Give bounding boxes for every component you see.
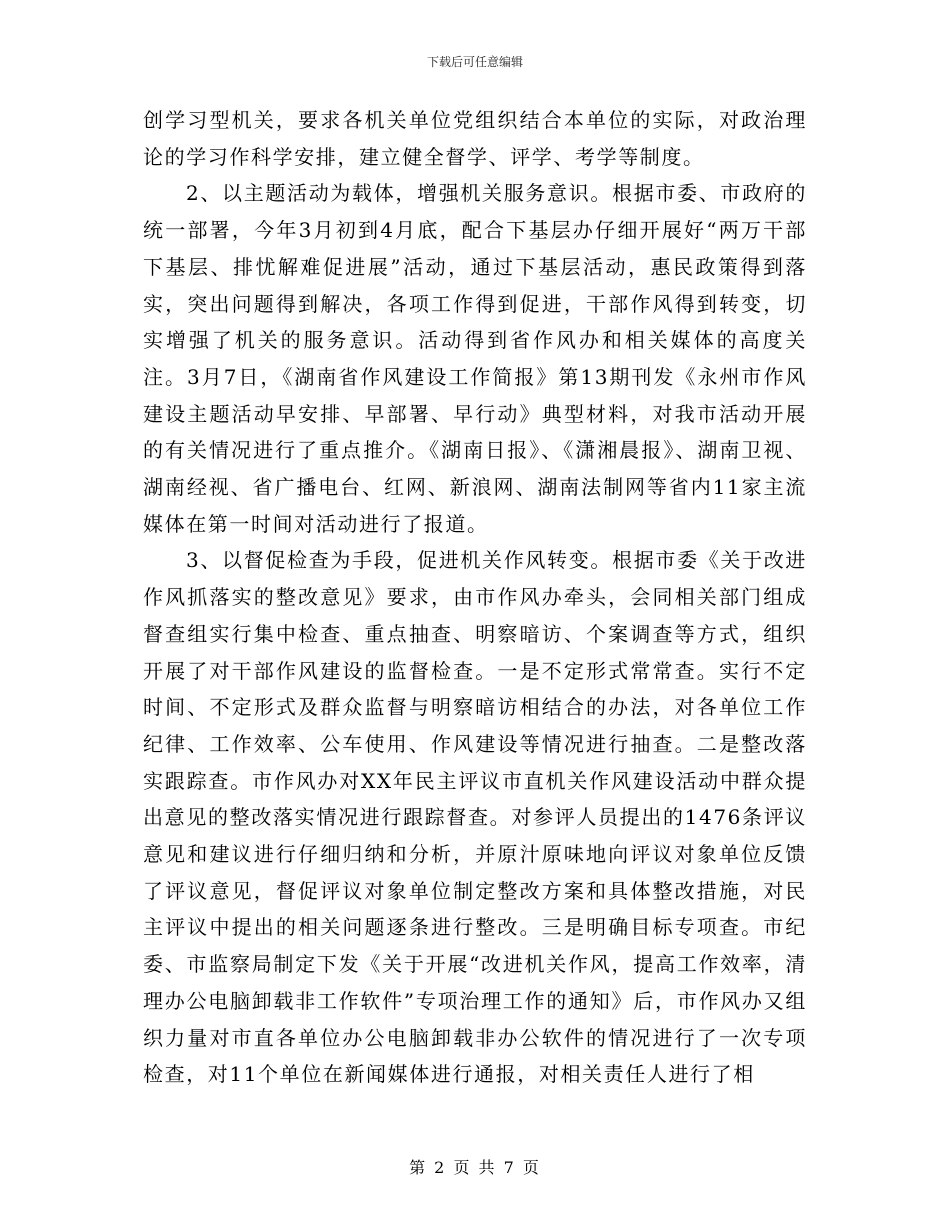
- page-header: 下载后可任意编辑: [426, 55, 523, 69]
- document-body: [143, 102, 807, 1093]
- paragraph-continuation: 创学习型机关，要求各机关单位党组织结合本单位的实际，对政治理论的学习作科学安排，建立健全督学、评学、考学等制度。: [143, 108, 807, 169]
- page-number-footer: 第 2 页 共 7 页: [409, 1158, 541, 1177]
- paragraph-item-3: 3、以督促检查为手段，促进机关作风转变。根据市委《关于改进作风抓落实的整改意见》要求，由市作风办牵头，会同相关部门组成督查组实行集中检查、重点抽查、明察暗访、个案调查等方式，组织开展了对干部作风建设的监督检查。一是不定形式常常查。实行不定时间、不定形式及群众监督与明察暗访相结合的办法，对各单位工作纪律、工作效率、公车使用、作风建设等情况进行抽查。二是整改落实跟踪查。市作风办对XX年民主评议市直机关作风建设活动中群众提出意见的整改落实情况进行跟踪督查。对参评人员提出的1476条评议意见和建议进行仔细归纳和分析，并原汁原味地向评议对象单位反馈了评议意见，督促评议对象单位制定整改方案和具体整改措施，对民主评议中提出的相关问题逐条进行整改。三是明确目标专项查。市纪委、市监察局制定下发《关于开展“改进机关作风，提高工作效率，清理办公电脑卸载非工作软件”专项治理工作的通知》后，市作风办又组织力量对市直各单位办公电脑卸载非办公软件的情况进行了一次专项检查，对11个单位在新闻媒体进行通报，对相关责任人进行了相: [143, 548, 807, 1087]
- paragraph-item-2: 2、以主题活动为载体，增强机关服务意识。根据市委、市政府的统一部署，今年3月初到4月底，配合下基层办仔细开展好“两万干部下基层、排忧解难促进展”活动，通过下基层活动，惠民政策得到落实，突出问题得到解决，各项工作得到促进，干部作风得到转变，切实增强了机关的服务意识。活动得到省作风办和相关媒体的高度关注。3月7日，《湖南省作风建设工作简报》第13期刊发《永州市作风建设主题活动早安排、早部署、早行动》典型材料，对我市活动开展的有关情况进行了重点推介。《湖南日报》、《潇湘晨报》、湖南卫视、湖南经视、省广播电台、红网、新浪网、湖南法制网等省内11家主流媒体在第一时间对活动进行了报道。: [143, 181, 807, 536]
